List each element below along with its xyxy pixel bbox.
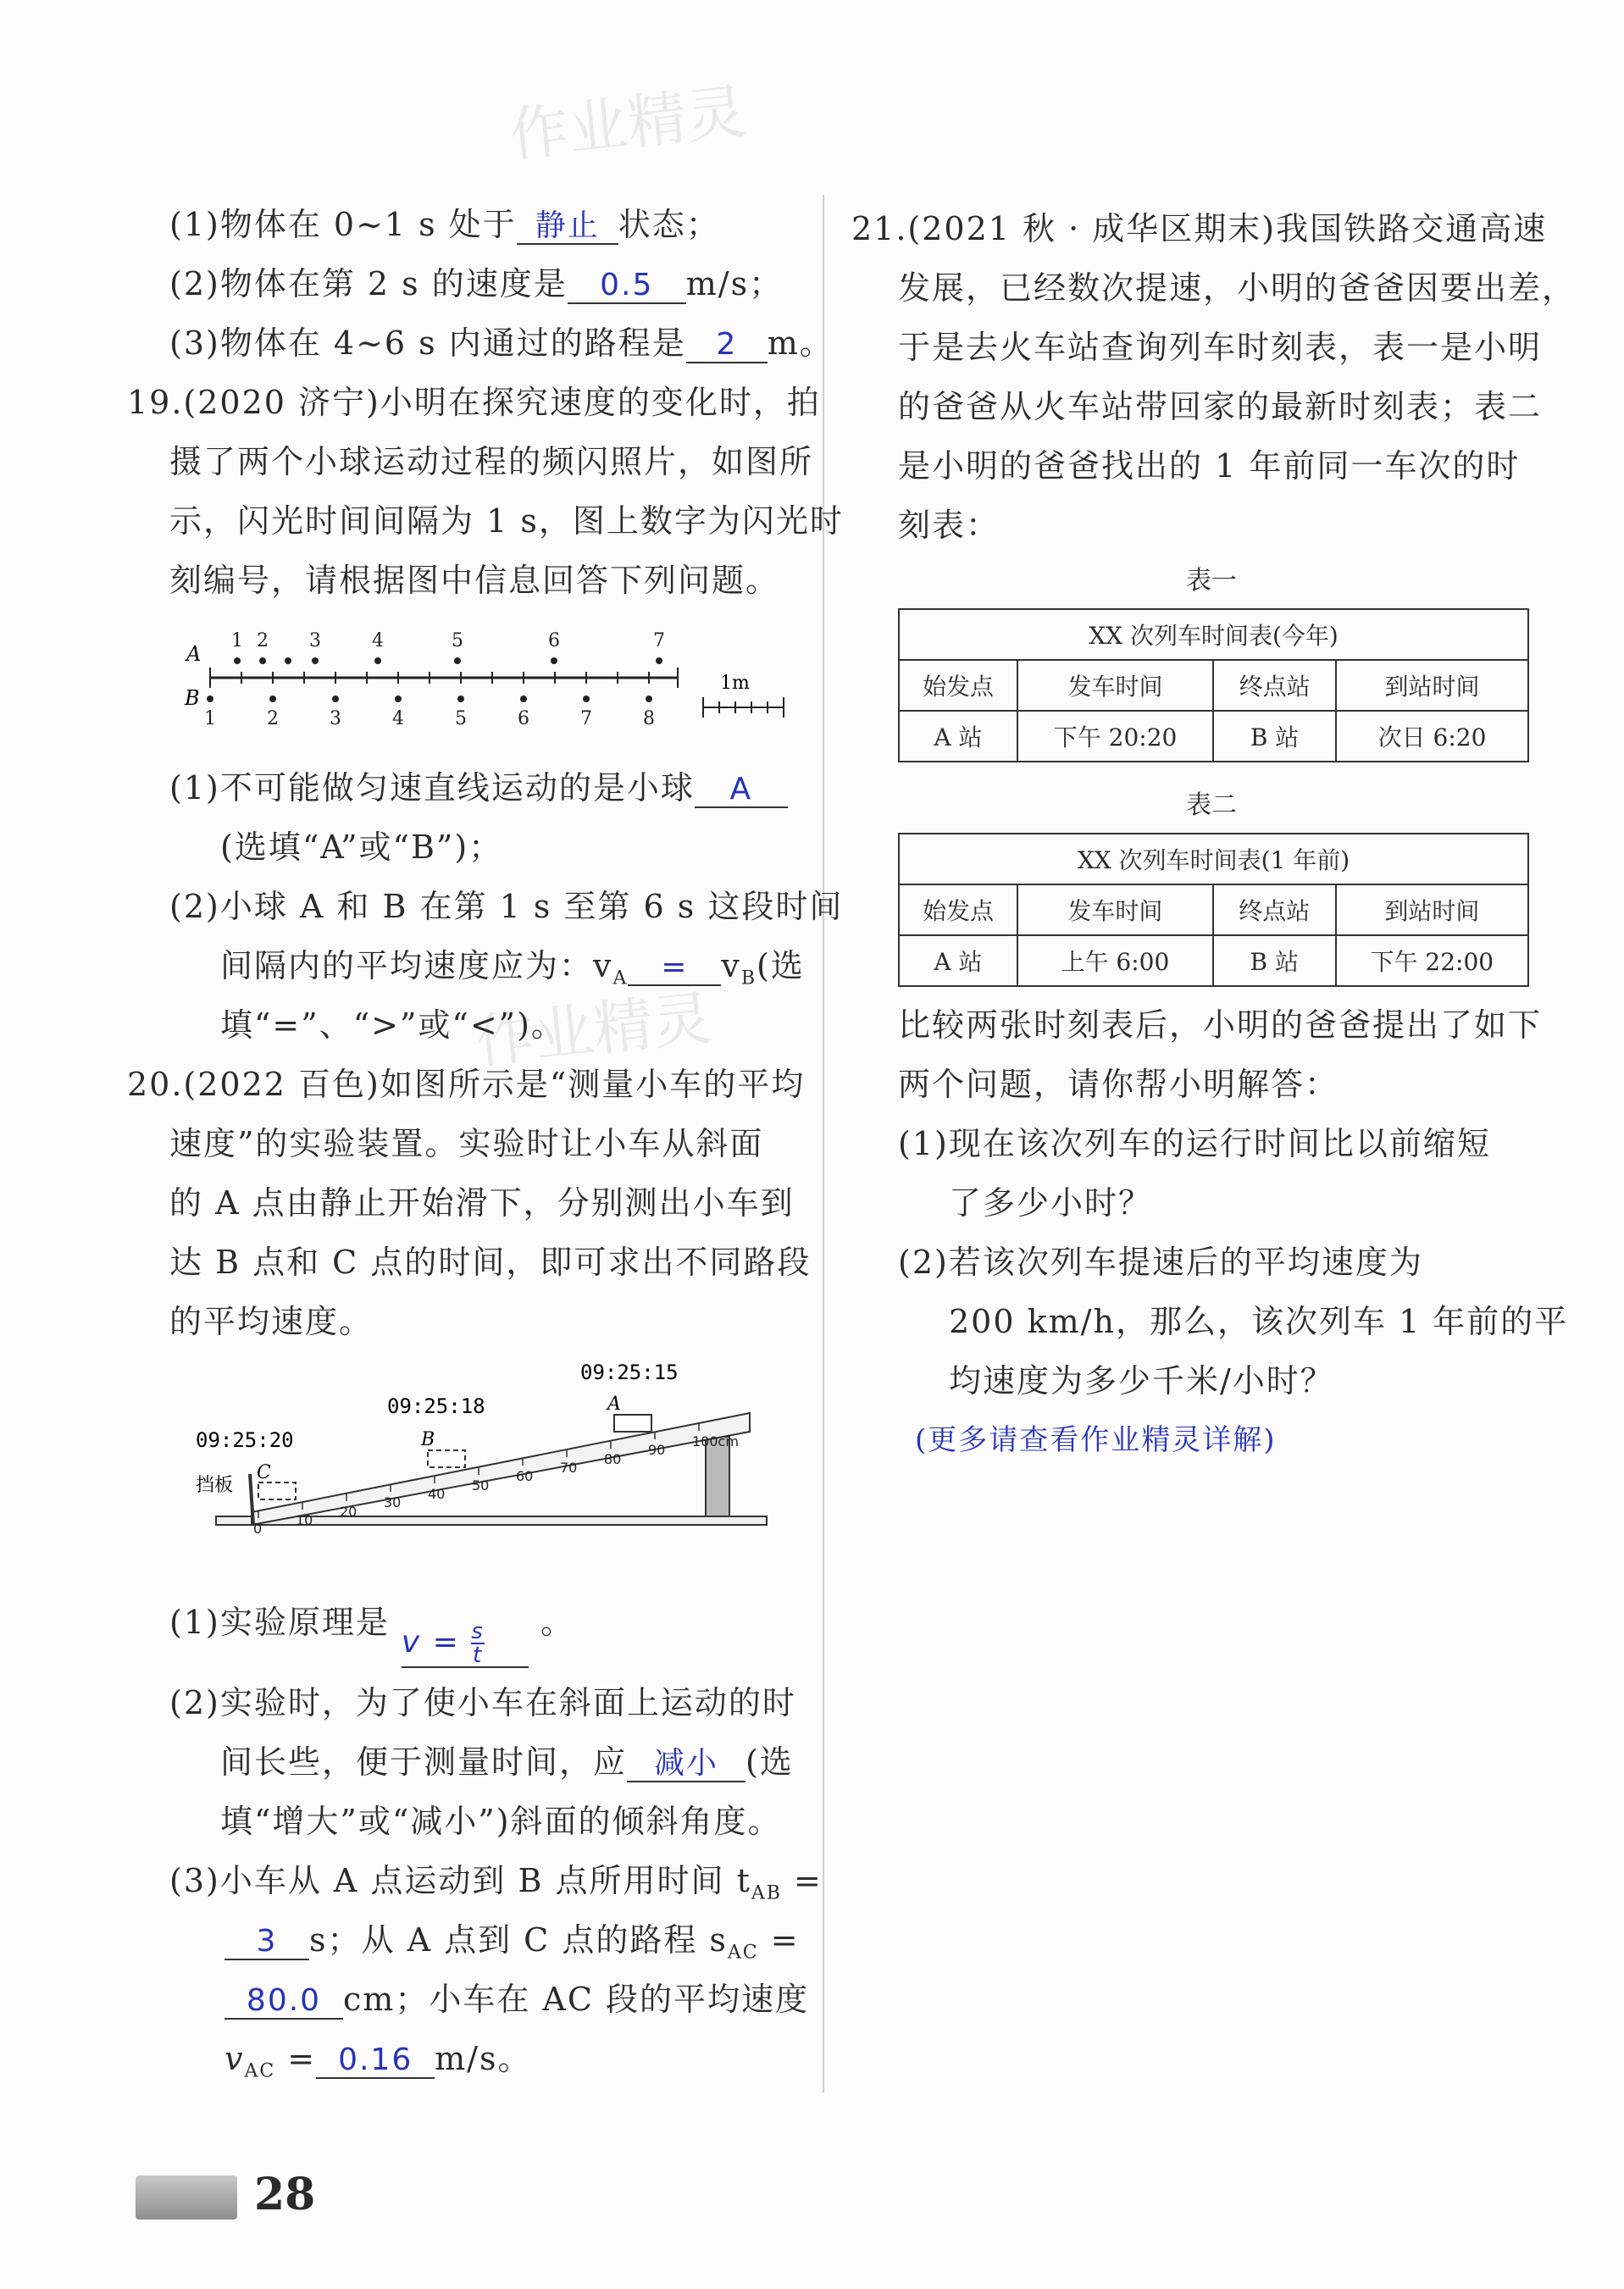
table2-header: 终点站 <box>1213 884 1336 935</box>
formula-v: v = <box>401 1625 460 1660</box>
table1-caption: 表一 <box>1186 566 1237 596</box>
q21-sub1-line: (1)现在该次列车的运行时间比以前缩短 <box>898 1125 1491 1162</box>
b-num: 3 <box>330 708 341 729</box>
q19-sub1 <box>169 767 788 809</box>
a-num: 4 <box>372 630 384 651</box>
time-a: 09:25:15 <box>580 1361 679 1384</box>
footer-logo-bar <box>136 2175 237 2220</box>
q20-incline-figure <box>191 1355 784 1559</box>
q20-text: (选 <box>745 1743 794 1781</box>
q20-stem-line: 20.(2022 百色)如图所示是“测量小车的平均 <box>127 1066 806 1103</box>
time-c: 09:25:20 <box>196 1428 294 1452</box>
b-num: 4 <box>392 708 404 729</box>
a-num: 3 <box>309 630 321 651</box>
table1-cell: 次日 6:20 <box>1336 711 1528 762</box>
ruler-tick-label: 80 <box>604 1451 622 1467</box>
subscript: A <box>612 967 629 989</box>
table1-header: 发车时间 <box>1017 660 1213 711</box>
q19-text: v <box>721 947 741 984</box>
subscript: AC <box>244 2060 276 2082</box>
q19-answer-1: A <box>695 773 788 808</box>
b-num: 1 <box>204 708 216 729</box>
ball-a-dots <box>234 657 662 664</box>
page-number: 28 <box>254 2169 316 2220</box>
ruler-tick-label: 50 <box>472 1477 490 1494</box>
timetable-2 <box>898 833 1529 987</box>
ruler-tick-label: 30 <box>384 1494 402 1510</box>
table2-cell: 上午 6:00 <box>1017 935 1213 986</box>
q20-text: (1)实验原理是 <box>169 1604 390 1641</box>
table1-header: 到站时间 <box>1336 660 1528 711</box>
q20-answer-1 <box>402 1621 529 1668</box>
q18-answer-1: 静止 <box>517 209 618 245</box>
formula-num: s <box>471 1619 485 1644</box>
q19-sub1-note: (选填“A”或“B”)； <box>220 829 503 866</box>
table2-caption: 表二 <box>1186 790 1237 820</box>
ball-a-label: A <box>186 642 202 666</box>
scale-label: 1m <box>720 673 750 694</box>
time-b: 09:25:18 <box>387 1394 485 1418</box>
q20-text: 。 <box>540 1604 575 1641</box>
scale-bar <box>703 697 784 718</box>
point-a: A <box>607 1394 621 1415</box>
b-num: 2 <box>267 708 279 729</box>
ruler-tick-label: 60 <box>516 1468 534 1484</box>
q18-text: (2)物体在第 2 s 的速度是 <box>169 265 568 302</box>
q18-text: m。 <box>767 324 834 362</box>
q20-sub2-line <box>220 1741 794 1783</box>
q20-text: = <box>287 2040 317 2077</box>
q20-sub3-line <box>224 1919 800 1975</box>
table1-header: 始发点 <box>899 660 1017 711</box>
q20-text: = <box>770 1921 800 1959</box>
car-at-a <box>614 1415 651 1432</box>
q20-sub3-line <box>169 1859 823 1915</box>
column-divider <box>823 195 824 2092</box>
point-b: B <box>421 1429 435 1450</box>
ruler-tick-label: 70 <box>560 1460 578 1476</box>
point-c: C <box>257 1462 271 1483</box>
table1-header: 终点站 <box>1213 660 1336 711</box>
q20-text: s；从 A 点到 C 点的路程 s <box>309 1921 728 1959</box>
q19-stem-line: 示，闪光时间间隔为 1 s，图上数字为闪光时 <box>169 502 844 540</box>
table1-title: XX 次列车时间表(今年) <box>899 609 1528 660</box>
q20-text: = <box>794 1862 823 1899</box>
a-num: 7 <box>653 630 665 651</box>
ball-b-label: B <box>185 686 200 710</box>
a-num: 6 <box>548 630 560 651</box>
q20-sub1 <box>169 1601 575 1668</box>
q21-stem-line: 21.(2021 秋 · 成华区期末)我国铁路交通高速 <box>851 210 1548 247</box>
q20-answer-3: 3 <box>224 1925 309 1960</box>
q19-stem-line: 19.(2020 济宁)小明在探究速度的变化时，拍 <box>127 384 821 421</box>
q20-stem-line: 达 B 点和 C 点的时间，即可求出不同路段 <box>169 1244 812 1281</box>
subscript: AC <box>727 1942 759 1964</box>
q18-line-2 <box>169 263 783 305</box>
ruler-tick-label: 20 <box>340 1504 358 1520</box>
table2-title: XX 次列车时间表(1 年前) <box>899 834 1528 884</box>
watermark: 作业精灵 <box>472 983 716 1078</box>
q20-text: v <box>224 2040 245 2077</box>
subscript: B <box>740 967 757 989</box>
b-num: 8 <box>643 708 655 729</box>
table2-cell: A 站 <box>899 935 1017 986</box>
q20-text: cm；小车在 AC 段的平均速度 <box>343 1981 809 2018</box>
formula-den: t <box>472 1643 484 1668</box>
q19-stem-line: 刻编号，请根据图中信息回答下列问题。 <box>169 562 780 599</box>
q20-sub3-line <box>224 2037 531 2093</box>
q21-after-line: 两个问题，请你帮小明解答： <box>898 1066 1339 1103</box>
q19-answer-2: = <box>628 951 721 986</box>
q18-line-3 <box>169 322 834 364</box>
q21-sub2-line: 均速度为多少千米/小时？ <box>949 1362 1334 1399</box>
q19-sub2-line: (2)小球 A 和 B 在第 1 s 至第 6 s 这段时间 <box>169 888 844 925</box>
q21-stem-line: 的爸爸从火车站带回家的最新时刻表；表二 <box>898 388 1543 425</box>
ruler-tick-label: 40 <box>428 1486 446 1502</box>
q20-stem-line: 的平均速度。 <box>169 1303 374 1340</box>
car-at-b <box>428 1450 465 1467</box>
q21-stem-line: 发展，已经数次提速，小明的爸爸因要出差， <box>898 269 1577 307</box>
q19-sub2-line <box>220 945 805 1000</box>
q21-sub2-line: (2)若该次列车提速后的平均速度为 <box>898 1244 1423 1281</box>
b-num: 5 <box>455 708 467 729</box>
table2-header: 始发点 <box>899 884 1017 935</box>
ball-b-dots <box>207 696 652 702</box>
q21-stem-line: 于是去火车站查询列车时刻表，表一是小明 <box>898 329 1543 366</box>
table1-cell: 下午 20:20 <box>1017 711 1213 762</box>
q19-text: (选 <box>757 947 805 984</box>
table1-cell: B 站 <box>1213 711 1336 762</box>
q19-text: (1)不可能做匀速直线运动的是小球 <box>169 769 695 806</box>
q21-stem-line: 是小明的爸爸找出的 1 年前同一车次的时 <box>898 447 1521 485</box>
q20-stem-line: 速度”的实验装置。实验时让小车从斜面 <box>169 1125 764 1162</box>
more-details-link[interactable]: (更多请查看作业精灵详解) <box>915 1423 1277 1457</box>
a-num: 5 <box>452 630 463 651</box>
watermark: 作业精灵 <box>506 76 750 171</box>
table2-header: 到站时间 <box>1336 884 1528 935</box>
q18-text: (1)物体在 0~1 s 处于 <box>169 206 517 243</box>
ruler-tick-label: 10 <box>296 1512 313 1528</box>
q20-text: (3)小车从 A 点运动到 B 点所用时间 t <box>169 1862 751 1899</box>
q18-text: (3)物体在 4~6 s 内通过的路程是 <box>169 324 686 362</box>
ruler-tick-label: 100cm <box>692 1433 739 1449</box>
table2-cell: 下午 22:00 <box>1336 935 1528 986</box>
q19-text: 间隔内的平均速度应为：v <box>220 947 613 984</box>
q19-strobe-figure <box>178 623 796 741</box>
q18-answer-3: 2 <box>686 328 768 363</box>
q18-text: 状态； <box>618 206 720 243</box>
q20-answer-5: 0.16 <box>316 2043 435 2079</box>
baffle-label: 挡板 <box>196 1475 234 1496</box>
subscript: AB <box>751 1882 782 1904</box>
a-num: 2 <box>257 630 269 651</box>
q21-after-line: 比较两张时刻表后，小明的爸爸提出了如下 <box>898 1006 1543 1044</box>
car-at-c <box>258 1483 296 1499</box>
timetable-1 <box>898 608 1529 762</box>
q20-answer-2: 减小 <box>627 1747 745 1782</box>
table2-cell: B 站 <box>1213 935 1336 986</box>
q21-sub1-line: 了多少小时？ <box>949 1184 1153 1222</box>
table2-header: 发车时间 <box>1017 884 1213 935</box>
q20-answer-4: 80.0 <box>224 1984 343 2020</box>
q18-text: m/s； <box>685 265 784 302</box>
ruler-tick-label: 0 <box>253 1521 263 1537</box>
q21-sub2-line: 200 km/h，那么，该次列车 1 年前的平 <box>949 1303 1569 1340</box>
q20-sub3-line <box>224 1978 809 2020</box>
q19-sub2-line: 填“=”、“>”或“<”)。 <box>220 1006 565 1044</box>
b-num: 6 <box>518 708 529 729</box>
table1-cell: A 站 <box>899 711 1017 762</box>
q20-sub2-line: 填“增大”或“减小”)斜面的倾斜角度。 <box>220 1803 782 1840</box>
q20-text: m/s。 <box>435 2040 532 2077</box>
a-num: 1 <box>231 630 243 651</box>
b-num: 7 <box>580 708 592 729</box>
q20-text: 间长些，便于测量时间，应 <box>220 1743 628 1781</box>
ruler-tick-label: 90 <box>648 1442 666 1458</box>
q20-sub2-line: (2)实验时，为了使小车在斜面上运动的时 <box>169 1684 796 1721</box>
q18-line-1 <box>169 203 720 246</box>
q19-stem-line: 摄了两个小球运动过程的频闪照片，如图所 <box>169 443 814 480</box>
q20-stem-line: 的 A 点由静止开始滑下，分别测出小车到 <box>169 1184 795 1222</box>
q18-answer-2: 0.5 <box>568 269 686 304</box>
q21-stem-line: 刻表： <box>898 507 1000 544</box>
